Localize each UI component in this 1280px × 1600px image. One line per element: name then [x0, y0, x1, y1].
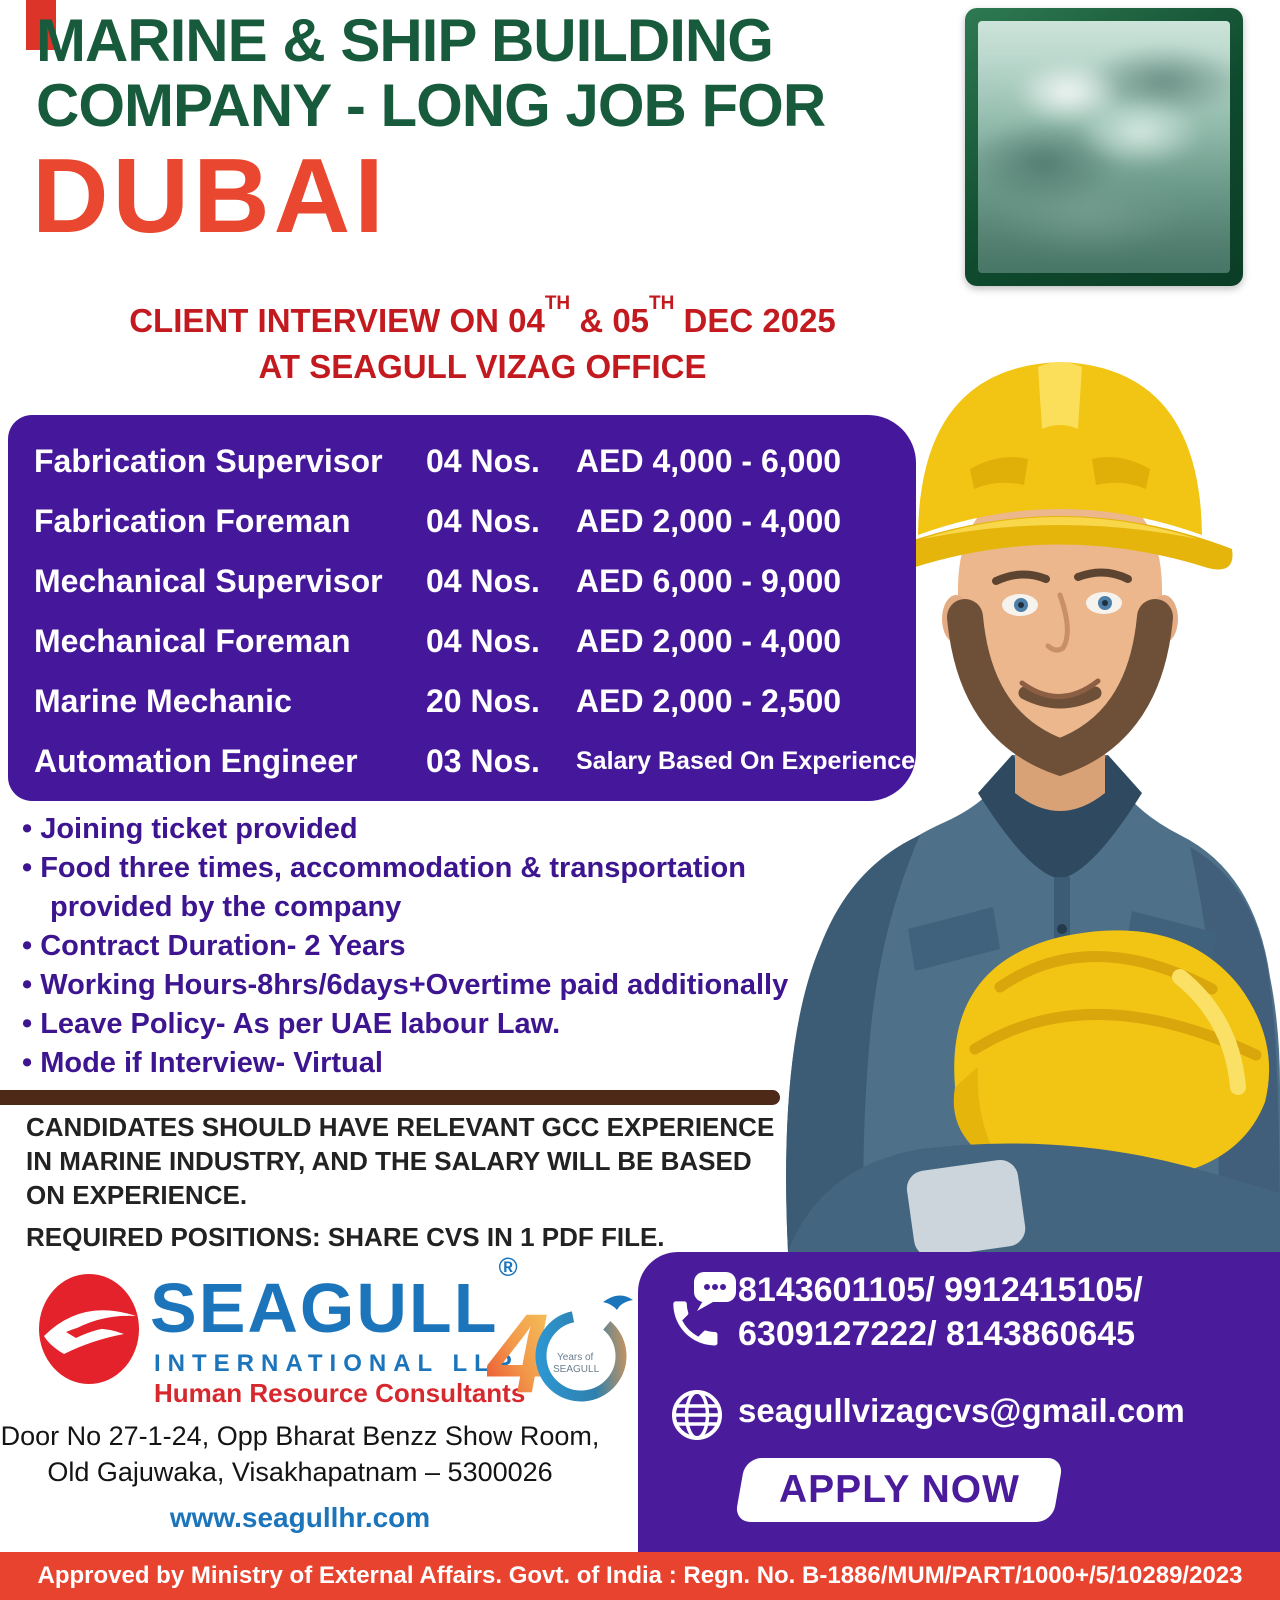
globe-icon — [670, 1388, 724, 1442]
positions-table — [8, 415, 916, 801]
table-row — [34, 431, 916, 491]
job-role: Fabrication Supervisor — [34, 442, 383, 479]
table-row — [34, 551, 916, 611]
job-count: 20 Nos. — [426, 682, 540, 719]
job-role: Fabrication Foreman — [34, 502, 351, 539]
website-link[interactable]: www.seagullhr.com — [169, 1502, 431, 1533]
job-role: Mechanical Foreman — [34, 622, 351, 659]
contact-panel — [638, 1252, 1280, 1552]
phone-numbers[interactable] — [738, 1268, 1143, 1356]
apply-now-label: APPLY NOW — [778, 1468, 1020, 1511]
email-address[interactable]: seagullvizagcvs@gmail.com — [738, 1392, 1185, 1429]
benefit-line: provided by the company — [50, 891, 402, 923]
benefit-line: • Contract Duration- 2 Years — [22, 927, 788, 966]
address-line-2: Old Gajuwaka, Visakhapatnam – 5300026 — [47, 1457, 553, 1487]
page-title — [36, 8, 825, 138]
brand-tagline: Human Resource Consultants — [154, 1378, 526, 1408]
job-count: 04 Nos. — [426, 442, 540, 479]
forty-years-badge-icon — [487, 1286, 637, 1436]
destination-city: DUBAI — [32, 137, 388, 255]
notes-line: IN MARINE INDUSTRY, AND THE SALARY WILL BE BASED — [26, 1146, 752, 1176]
table-row — [34, 491, 916, 551]
benefit-line: • Food three times, accommodation & transportation — [22, 849, 788, 888]
interview-date-line: CLIENT INTERVIEW ON 04TH & 05TH DEC 2025 — [129, 293, 836, 339]
registered-mark: ® — [498, 1251, 518, 1282]
required-positions-note: REQUIRED POSITIONS: SHARE CVS IN 1 PDF FILE. — [26, 1222, 665, 1252]
forty-label: Years of — [557, 1352, 594, 1363]
table-row — [34, 731, 916, 791]
divider-bar — [0, 1090, 780, 1105]
seagull-logo-icon — [36, 1272, 142, 1386]
approval-footer: Approved by Ministry of External Affairs. Govt. of India : Regn. No. B-1886/MUM/PART/1000+/5/10289/2023 — [0, 1552, 1280, 1600]
job-salary: AED 2,000 - 4,000 — [576, 622, 842, 659]
title-line-1: MARINE & SHIP BUILDING — [36, 7, 773, 74]
address-line-1: Door No 27-1-24, Opp Bharat Benzz Show Room, — [0, 1421, 600, 1451]
benefit-line: • Working Hours-8hrs/6days+Overtime paid additionally — [22, 966, 788, 1005]
job-salary: AED 6,000 - 9,000 — [576, 562, 842, 599]
job-count: 04 Nos. — [426, 622, 540, 659]
company-photo — [978, 21, 1230, 273]
job-count: 04 Nos. — [426, 502, 540, 539]
table-row — [34, 611, 916, 671]
company-photo-blur — [978, 21, 1230, 273]
agency-address — [0, 1418, 600, 1490]
company-photo-frame — [965, 8, 1243, 286]
benefit-line: • Mode if Interview- Virtual — [22, 1044, 788, 1083]
job-salary: Salary Based On Experience — [576, 746, 916, 775]
interview-venue-line: AT SEAGULL VIZAG OFFICE — [258, 348, 707, 385]
phone-icon — [666, 1272, 736, 1352]
job-salary: AED 2,000 - 2,500 — [576, 682, 842, 719]
benefit-line: • Leave Policy- As per UAE labour Law. — [22, 1005, 788, 1044]
job-role: Mechanical Supervisor — [34, 562, 383, 599]
phone-line-2[interactable]: 6309127222/ 8143860645 — [738, 1315, 1136, 1353]
benefit-line: • Joining ticket provided — [22, 810, 788, 849]
job-role: Marine Mechanic — [34, 682, 292, 719]
notes-line: CANDIDATES SHOULD HAVE RELEVANT GCC EXPERIENCE — [26, 1112, 775, 1142]
notes-line: ON EXPERIENCE. — [26, 1180, 248, 1210]
candidate-notes — [26, 1110, 774, 1212]
benefits-list — [22, 810, 788, 1083]
forty-digit: 4 — [487, 1291, 550, 1416]
job-salary: AED 2,000 - 4,000 — [576, 502, 842, 539]
phone-line-1[interactable]: 8143601105/ 9912415105/ — [738, 1271, 1143, 1309]
table-row — [34, 671, 916, 731]
apply-now-button[interactable] — [734, 1458, 1063, 1522]
job-salary: AED 4,000 - 6,000 — [576, 442, 842, 479]
job-count: 03 Nos. — [426, 742, 540, 779]
job-count: 04 Nos. — [426, 562, 540, 599]
brand-name: SEAGULL® — [150, 1251, 518, 1347]
job-role: Automation Engineer — [34, 742, 358, 779]
title-line-2: COMPANY - LONG JOB FOR — [36, 72, 826, 139]
svg-text:SEAGULL: SEAGULL — [553, 1364, 600, 1375]
brand-subtitle: INTERNATIONAL LLP — [154, 1350, 519, 1377]
